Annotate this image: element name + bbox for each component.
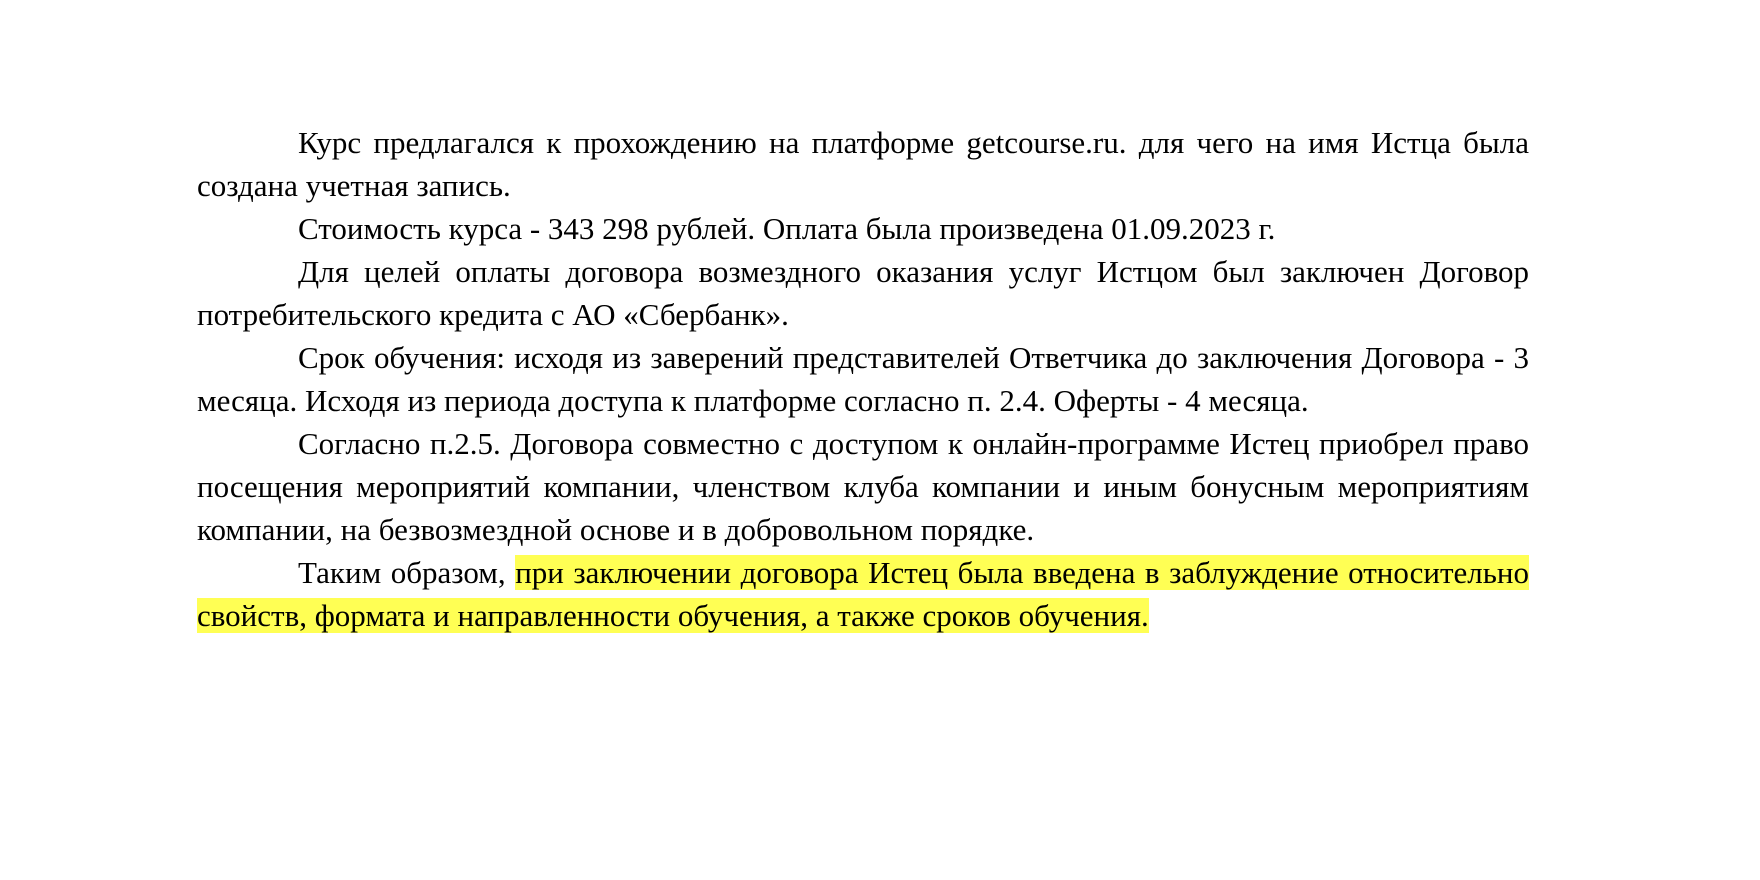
paragraph-course-cost: Стоимость курса - 343 298 рублей. Оплата была произведена 01.09.2023 г.: [298, 211, 1276, 246]
conclusion-lead-text: Таким образом,: [298, 555, 516, 590]
document-page: [197, 121, 1529, 637]
paragraph-study-period: Срок обучения: исходя из заверений представителей Ответчика до заключения Договора - 3 месяца. Исходя из периода доступа к платформе согласно п. 2.4. Оферты - 4 месяца.: [197, 340, 1529, 418]
paragraph-bonus-events: Согласно п.2.5. Договора совместно с доступом к онлайн-программе Истец приобрел право посещения мероприятий компании, членством клуба компании и иным бонусным мероприятиям компании, на безвозмездной основе и в добровольном порядке.: [197, 426, 1529, 547]
paragraph-course-platform: Курс предлагался к прохождению на платформе getcourse.ru. для чего на имя Истца была создана учетная запись.: [197, 125, 1529, 203]
paragraph-conclusion: [197, 551, 1529, 637]
highlighted-text: при заключении договора Истец была введена в заблуждение относительно свойств, формата и направленности обучения, а также сроков обучения.: [197, 555, 1529, 633]
paragraph-credit-agreement: Для целей оплаты договора возмездного оказания услуг Истцом был заключен Договор потребительского кредита с АО «Сбербанк».: [197, 254, 1529, 332]
